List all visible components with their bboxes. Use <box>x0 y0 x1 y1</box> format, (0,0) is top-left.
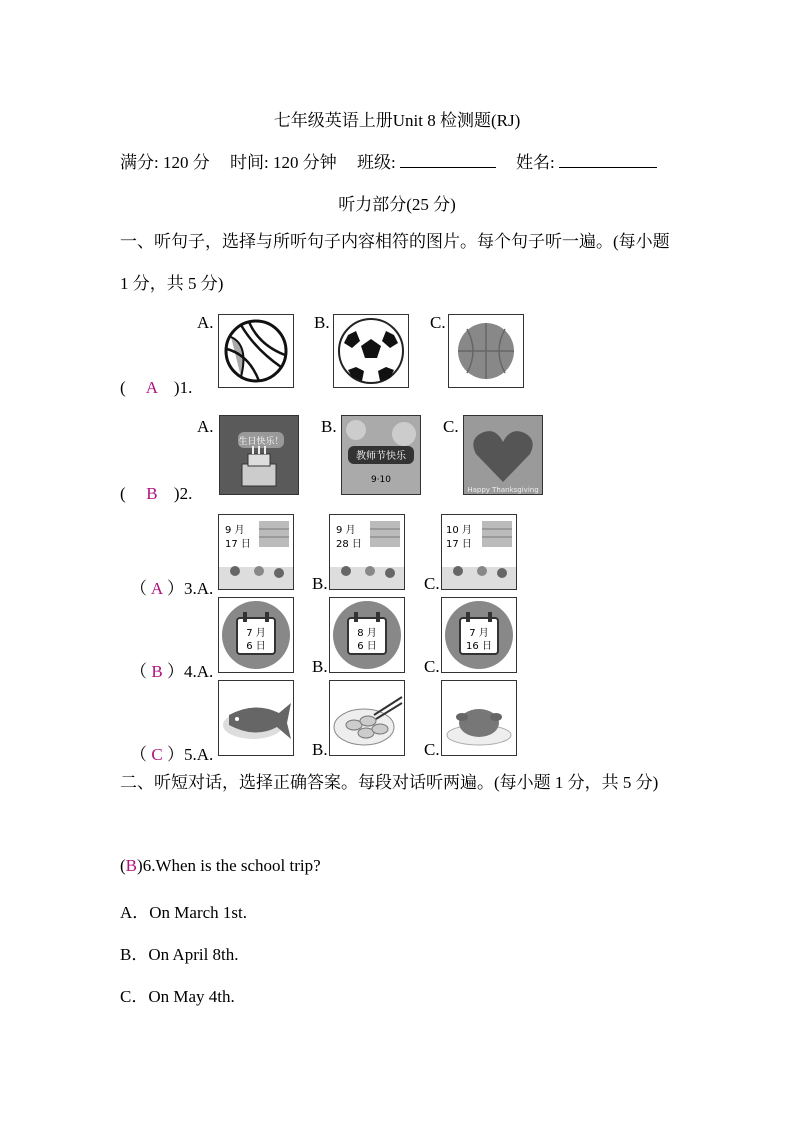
svg-text:17 日: 17 日 <box>446 539 472 550</box>
basketball-image <box>448 314 524 388</box>
svg-text:8 月: 8 月 <box>357 628 377 639</box>
thanksgiving-card-image <box>463 415 543 495</box>
question-4: （ B ）4.A. <box>130 662 214 681</box>
svg-text:28 日: 28 日 <box>336 539 362 550</box>
teachers-day-card-image <box>341 415 421 495</box>
time-limit: 时间: 120 分钟 <box>229 153 337 172</box>
q1-option-b: B. <box>314 313 330 332</box>
question-6: (B)6.When is the school trip? <box>120 856 321 875</box>
calendar-scene-c <box>441 514 517 590</box>
page-title: 七年级英语上册Unit 8 检测题(RJ) <box>273 111 521 130</box>
birthday-text: 生日快乐！ <box>238 437 284 447</box>
exam-info <box>120 148 673 173</box>
calendar-scene-b <box>329 514 405 590</box>
q4-option-a: A. <box>196 662 214 681</box>
section2-heading: 二、听短对话，选择正确答案。每段对话听两遍。(每小题 1 分，共 5 分) <box>120 773 659 792</box>
q2-option-b: B. <box>321 417 337 436</box>
calendar-scene-a <box>218 514 294 590</box>
teachers-day-text: 教师节快乐 <box>356 451 406 462</box>
answer-6: B <box>125 856 138 875</box>
question-2: ( B )2. <box>120 484 193 503</box>
class-label: 班级: <box>356 153 396 172</box>
soccer-ball-image <box>333 314 409 388</box>
q1-option-c: C. <box>430 313 446 332</box>
q2-option-a: A. <box>197 417 214 436</box>
svg-text:9 月: 9 月 <box>336 525 356 536</box>
answer-3: A <box>150 579 164 598</box>
svg-text:17 日: 17 日 <box>225 539 251 550</box>
volleyball-image <box>218 314 294 388</box>
name-label: 姓名: <box>515 153 555 172</box>
dumplings-image <box>329 680 405 756</box>
listening-title: 听力部分(25 分) <box>338 195 456 214</box>
q4-option-c: C. <box>424 657 440 676</box>
q6-option-b: B．On April 8th. <box>120 945 239 964</box>
q6-option-a: A．On March 1st. <box>120 903 248 922</box>
teachers-day-date: 9·10 <box>370 475 392 485</box>
q3-option-a: A. <box>196 579 214 598</box>
q1-option-a: A. <box>197 313 214 332</box>
svg-text:7 月: 7 月 <box>469 628 489 639</box>
fish-image <box>218 680 294 756</box>
svg-text:7 月: 7 月 <box>246 628 266 639</box>
svg-text:9 月: 9 月 <box>225 525 245 536</box>
question-5: （ C ）5.A. <box>130 745 214 764</box>
question-3: （ A ）3.A. <box>130 579 214 598</box>
class-field[interactable] <box>400 153 496 168</box>
answer-2: B <box>146 484 158 503</box>
q2-option-c: C. <box>443 417 459 436</box>
name-field[interactable] <box>559 153 657 168</box>
svg-text:10 月: 10 月 <box>446 525 472 536</box>
q5-option-c: C. <box>424 740 440 759</box>
date-icon-a <box>218 597 294 673</box>
answer-4: B <box>151 662 163 681</box>
thanksgiving-text: Happy Thanksgiving <box>467 486 539 494</box>
date-icon-b <box>329 597 405 673</box>
birthday-card-image <box>219 415 299 495</box>
q4-option-b: B. <box>312 657 328 676</box>
q5-option-a: A. <box>196 745 214 764</box>
q3-option-c: C. <box>424 574 440 593</box>
answer-1: A <box>145 378 159 397</box>
q5-option-b: B. <box>312 740 328 759</box>
svg-text:6 日: 6 日 <box>357 641 377 652</box>
question-1: ( A )1. <box>120 378 193 397</box>
svg-text:6 日: 6 日 <box>246 641 266 652</box>
q6-option-c: C．On May 4th. <box>120 987 235 1006</box>
svg-text:16 日: 16 日 <box>466 641 492 652</box>
date-icon-c <box>441 597 517 673</box>
q6-text: 6.When is the school trip? <box>142 856 321 875</box>
section1-heading: 一、听句子，选择与所听句子内容相符的图片。每个句子听一遍。(每小题 1 分，共 5 分) <box>120 232 670 293</box>
full-score: 满分: 120 分 <box>120 153 210 172</box>
q3-option-b: B. <box>312 574 328 593</box>
roast-turkey-image <box>441 680 517 756</box>
answer-5: C <box>151 745 163 764</box>
